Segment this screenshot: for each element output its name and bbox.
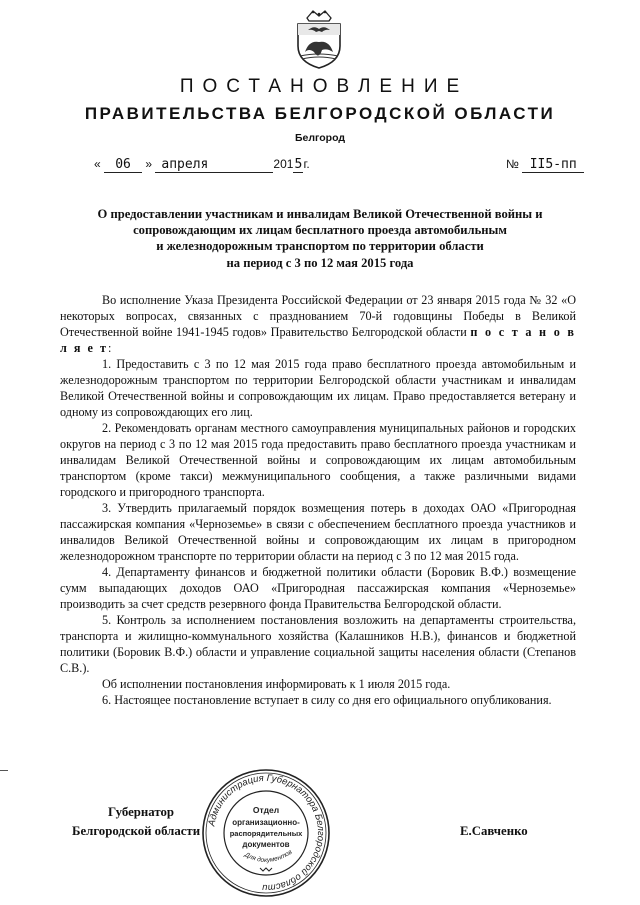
stamp-bottom-text: Для документов <box>243 848 294 865</box>
signatory-region: Белгородской области <box>72 824 201 838</box>
headline-line: О предоставлении участникам и инвалидам Великой Отечественной войны и <box>97 207 543 221</box>
date-day: 06 <box>104 157 142 173</box>
date-year-suffix: г. <box>303 157 310 171</box>
date-month: апреля <box>155 157 273 173</box>
official-stamp <box>200 767 332 899</box>
clause-5: 5. Контроль за исполнением постановления возложить на департаменты строительства, транспорта и жилищно-коммунального хозяйства (Калашников Н.В.), финансов и бюджетной политики (Боровик В.Ф.) области и управление социальной защиты населения области (Степанов С.В.). <box>60 613 576 675</box>
document-body <box>60 292 576 708</box>
stamp-center-line: документов <box>242 840 290 849</box>
margin-mark <box>0 770 8 771</box>
number-value: II5-пп <box>522 157 584 173</box>
clause-2: 2. Рекомендовать органам местного самоуправления муниципальных районов и городских округов на период с 3 по 12 мая 2015 года предоставить право бесплатного проезда участникам и инвалидам Великой Отечественной войны и сопровождающим их лицам автомобильным транспортом (кроме такси) межмуниципального сообщения, а также различными видами городского и пригородного транспорта. <box>60 421 576 499</box>
issue-city: Белгород <box>294 132 346 144</box>
date-year-prefix: 201 <box>273 157 294 171</box>
stamp-center-line: Отдел <box>252 805 280 815</box>
svg-text:Для документов <box>243 848 294 864</box>
date-quote-open: « <box>94 157 101 171</box>
document-date <box>94 157 310 173</box>
date-quote-close: » <box>145 157 153 171</box>
headline-line: сопровождающим их лицам бесплатного проезда автомобильным <box>133 223 507 238</box>
stamp-center-line: распорядительных <box>229 829 303 838</box>
stamp-ring-text: Администрация Губернатора Белгородской области <box>206 772 327 894</box>
coat-of-arms-emblem <box>292 8 346 70</box>
intro-paragraph <box>60 292 576 356</box>
number-label: № <box>506 157 519 171</box>
document-number <box>506 157 584 173</box>
signatory-name: Е.Савченко <box>460 824 528 838</box>
document-type-title: ПОСТАНОВЛЕНИЕ <box>179 76 469 97</box>
signatory-title: Губернатор <box>108 805 174 819</box>
issuing-authority-title: ПРАВИТЕЛЬСТВА БЕЛГОРОДСКОЙ ОБЛАСТИ <box>84 104 556 123</box>
resolves-word: п о с т а н о в л я е т <box>60 325 576 355</box>
intro-colon: : <box>107 341 112 355</box>
clause-4: 4. Департаменту финансов и бюджетной политики области (Боровик В.Ф.) возмещение сумм выпадающих доходов ОАО «Пригородная пассажирская компания «Черноземье» производить за счет средств резервного фонда Правительства Белгородской области. <box>60 565 576 611</box>
headline-line: и железнодорожным транспортом по территории области <box>156 239 484 254</box>
headline-line: на период с 3 по 12 мая 2015 года <box>226 255 414 270</box>
clause-5-reporting: Об исполнении постановления информировать к 1 июля 2015 года. <box>102 677 451 691</box>
clause-1: 1. Предоставить с 3 по 12 мая 2015 года право бесплатного проезда автомобильным и железнодорожным транспортом по территории Белгородской области участникам и инвалидам Великой Отечественной войны и сопровождающим их лицам. Право предоставляется ветерану и одному из сопровождающих его лиц. <box>60 357 576 419</box>
date-year-digit: 5 <box>294 157 303 172</box>
clause-6: 6. Настоящее постановление вступает в силу со дня его официального опубликования. <box>102 693 552 707</box>
stamp-center-line: организационно- <box>232 818 300 827</box>
document-headline <box>60 206 580 271</box>
clause-3: 3. Утвердить прилагаемый порядок возмещения потерь в доходах ОАО «Пригородная пассажирская компания «Черноземье» в связи с обеспечением бесплатного проезда участников и инвалидов Великой Отечественной войны и сопровождающим их лицам в пригородном железнодорожном транспорте по территории области на период с 3 по 12 мая 2015 года. <box>60 501 576 563</box>
intro-text: Во исполнение Указа Президента Российской Федерации от 23 января 2015 года № 32 «О некоторых вопросах, связанных с празднованием 70-й годовщины Победы в Великой Отечественной войне 1941-1945 годов» Правительство Белгородской области <box>60 293 576 339</box>
